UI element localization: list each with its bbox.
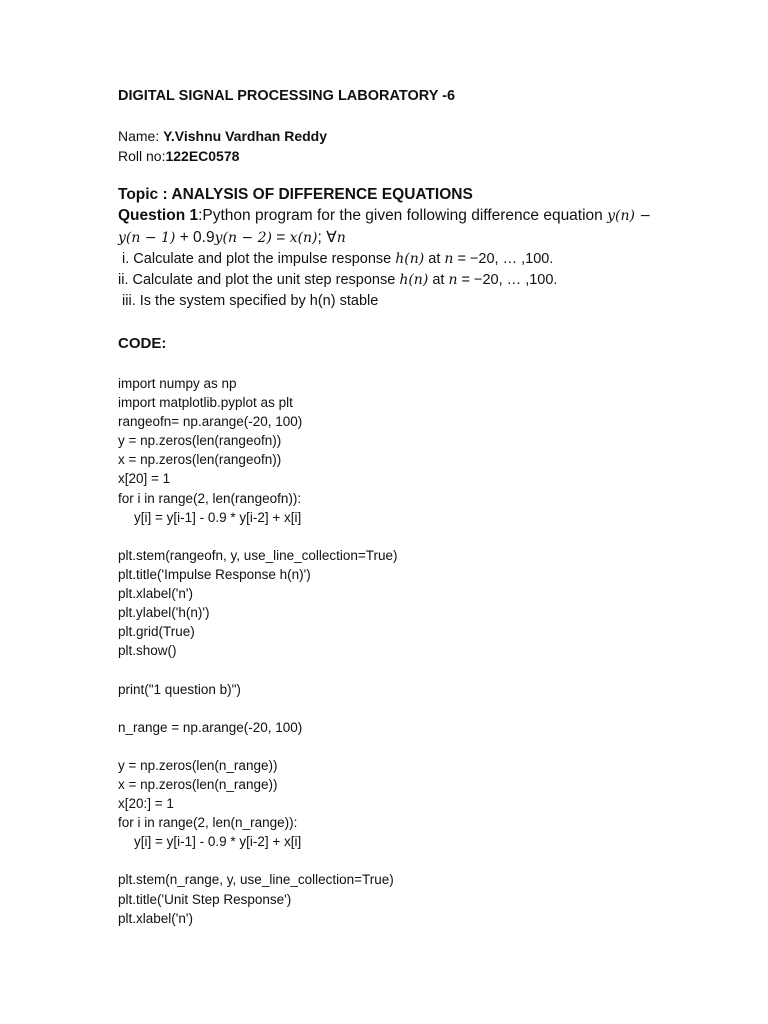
subquestion-list xyxy=(118,249,718,312)
equation-op-2: = xyxy=(272,229,290,246)
code-blank-line xyxy=(118,737,718,756)
code-line: y[i] = y[i-1] - 0.9 * y[i-2] + x[i] xyxy=(134,834,302,850)
code-line: y = np.zeros(len(n_range)) xyxy=(118,757,278,773)
code-heading: CODE: xyxy=(118,335,167,352)
code-line: x[20] = 1 xyxy=(118,471,171,487)
name-line xyxy=(118,126,718,146)
author-info xyxy=(118,126,718,166)
subquestion-item: i. Calculate and plot the impulse response h(n) at n = −20, … ,100. xyxy=(118,251,554,267)
code-line: y = np.zeros(len(rangeofn)) xyxy=(118,433,282,449)
equation-term-2: y(n − 1) xyxy=(118,230,176,246)
document-page xyxy=(118,86,718,928)
code-blank-line xyxy=(118,851,718,870)
equation-term-4: x(n) xyxy=(289,230,318,246)
code-blank-line xyxy=(118,660,718,679)
name-value: Y.Vishnu Vardhan Reddy xyxy=(163,128,328,144)
code-line: n_range = np.arange(-20, 100) xyxy=(118,719,303,735)
code-line: for i in range(2, len(n_range)): xyxy=(118,815,298,831)
roll-value: 122EC0578 xyxy=(165,148,240,164)
equation-term-1: y(n) − xyxy=(607,208,652,224)
equation-forall: ; ∀ xyxy=(317,229,337,246)
code-line: print("1 question b)") xyxy=(118,681,241,697)
code-line: y[i] = y[i-1] - 0.9 * y[i-2] + x[i] xyxy=(134,509,302,525)
roll-line xyxy=(118,146,718,166)
code-line: for i in range(2, len(rangeofn)): xyxy=(118,490,302,506)
code-line: plt.xlabel('n') xyxy=(118,910,193,926)
subquestion-item: iii. Is the system specified by h(n) stable xyxy=(118,293,379,309)
code-line: plt.ylabel('h(n)') xyxy=(118,605,210,621)
code-line: x[20:] = 1 xyxy=(118,796,174,812)
code-line: rangeofn= np.arange(-20, 100) xyxy=(118,414,303,430)
code-line: import numpy as np xyxy=(118,376,237,391)
equation-term-3: y(n − 2) xyxy=(214,230,272,246)
code-line: plt.xlabel('n') xyxy=(118,586,193,602)
equation-n: n xyxy=(336,230,346,246)
code-line: plt.title('Impulse Response h(n)') xyxy=(118,566,311,582)
code-line: plt.show() xyxy=(118,643,177,659)
equation-op-1: + 0.9 xyxy=(175,229,215,246)
subquestion-item: ii. Calculate and plot the unit step response h(n) at n = −20, … ,100. xyxy=(118,272,558,288)
code-block xyxy=(118,374,718,928)
code-line: x = np.zeros(len(n_range)) xyxy=(118,776,278,792)
code-line: plt.stem(n_range, y, use_line_collection=True) xyxy=(118,872,394,888)
code-line: plt.title('Unit Step Response') xyxy=(118,891,292,907)
code-line: plt.grid(True) xyxy=(118,624,195,640)
document-title: DIGITAL SIGNAL PROCESSING LABORATORY -6 xyxy=(118,88,456,104)
name-label: Name: xyxy=(118,128,164,144)
question-1 xyxy=(118,205,718,249)
code-line: import matplotlib.pyplot as plt xyxy=(118,395,293,411)
roll-label: Roll no: xyxy=(118,148,166,164)
code-line: plt.stem(rangeofn, y, use_line_collection=True) xyxy=(118,547,398,563)
code-line: x = np.zeros(len(rangeofn)) xyxy=(118,452,282,468)
code-blank-line xyxy=(118,699,718,718)
question-text: :Python program for the given following difference equation xyxy=(198,207,608,224)
question-label: Question 1 xyxy=(118,207,199,224)
code-blank-line xyxy=(118,527,718,546)
topic-heading: Topic : ANALYSIS OF DIFFERENCE EQUATIONS xyxy=(118,186,473,203)
